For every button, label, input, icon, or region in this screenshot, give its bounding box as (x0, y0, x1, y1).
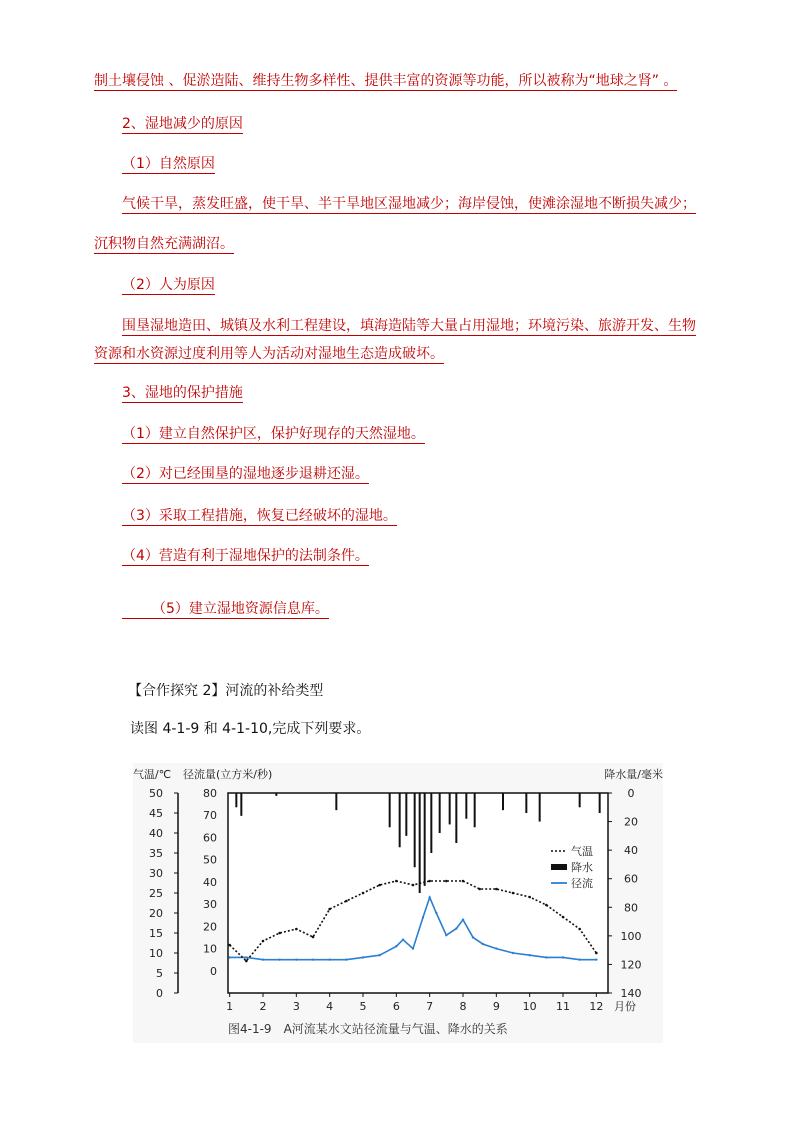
legend-runoff-label: 径流 (571, 877, 593, 890)
precipitation-tick-label: 20 (624, 815, 638, 829)
legend-precipitation-swatch (551, 864, 567, 870)
precipitation-tick-label: 140 (620, 987, 642, 1000)
runoff-tick-label: 30 (203, 898, 217, 912)
temperature-point (562, 916, 565, 919)
temperature-tick-label: 40 (149, 827, 163, 840)
runoff-point (228, 956, 230, 958)
month-tick-label: 2 (259, 1000, 267, 1013)
temperature-point (478, 888, 481, 891)
precipitation-tick-label: 120 (620, 958, 642, 972)
runoff-point (578, 958, 580, 960)
temperature-point (512, 892, 515, 895)
temperature-point (295, 928, 298, 931)
runoff-point (462, 918, 464, 920)
temperature-point (428, 880, 431, 883)
runoff-point (435, 912, 437, 914)
runoff-tick-label: 80 (203, 787, 217, 800)
month-tick-label: 5 (359, 1000, 367, 1013)
month-tick-label: 7 (426, 1000, 434, 1013)
temperature-tick-label: 10 (149, 947, 163, 960)
human-causes-line-1: 围垦湿地造田、城镇及水利工程建设，填海造陆等大量占用湿地；环境污染、旅游开发、生物 (122, 318, 696, 334)
runoff-point (528, 954, 530, 956)
temperature-point (395, 880, 398, 883)
plot-frame (228, 793, 608, 993)
temperature-tick-label: 35 (149, 847, 163, 860)
temperature-point (228, 944, 231, 947)
runoff-point (545, 956, 547, 958)
runoff-point (445, 934, 447, 936)
month-tick-label: 6 (392, 1000, 400, 1013)
temperature-point (462, 880, 465, 883)
temperature-tick-label: 25 (149, 887, 163, 900)
temperature-tick-label: 20 (149, 907, 163, 920)
runoff-point (312, 958, 314, 960)
section-3-heading: 3、湿地的保护措施 (122, 385, 243, 401)
runoff-tick-label: 70 (203, 809, 217, 823)
runoff-axis-label: 径流量(立方米/秒) (183, 768, 273, 781)
runoff-point (295, 958, 297, 960)
temperature-point (412, 884, 415, 887)
runoff-point (362, 956, 364, 958)
month-tick-label: 4 (326, 1000, 334, 1013)
measure-4: （4）营造有利于湿地保护的法制条件。 (122, 548, 369, 564)
temperature-point (245, 960, 248, 963)
month-tick-label: 11 (556, 1000, 570, 1013)
month-tick-label: 3 (292, 1000, 300, 1013)
chart-svg (133, 763, 663, 1043)
instruction-text: 读图 4-1-9 和 4-1-10,完成下列要求。 (130, 721, 371, 737)
temperature-point (362, 892, 365, 895)
runoff-point (278, 958, 280, 960)
temperature-point (595, 952, 598, 955)
human-causes-heading: （2）人为原因 (122, 277, 215, 293)
temperature-tick-label: 15 (149, 927, 163, 940)
measure-1: （1）建立自然保护区，保护好现存的天然湿地。 (122, 426, 425, 442)
section-2-heading: 2、湿地减少的原因 (122, 116, 243, 132)
temperature-axis-label: 气温/℃ (133, 768, 172, 781)
runoff-point (412, 947, 414, 949)
month-tick-label: 12 (589, 1000, 604, 1013)
precipitation-axis-label: 降水量/毫米 (604, 768, 663, 781)
runoff-point (345, 958, 347, 960)
runoff-point (395, 945, 397, 947)
legend-temperature-label: 气温 (571, 845, 593, 858)
temperature-point (345, 900, 348, 903)
temperature-point (378, 884, 381, 887)
temperature-point (278, 932, 281, 935)
runoff-point (422, 916, 424, 918)
runoff-point (328, 958, 330, 960)
temperature-tick-label: 50 (149, 787, 163, 800)
legend-precipitation-label: 降水 (571, 861, 593, 874)
runoff-tick-label: 50 (203, 853, 217, 867)
runoff-tick-label: 10 (203, 942, 217, 956)
temperature-tick-label: 30 (149, 867, 163, 880)
runoff-tick-label: 0 (210, 964, 217, 978)
runoff-point (472, 936, 474, 938)
human-causes-line-2: 资源和水资源过度利用等人为活动对湿地生态造成破坏。 (94, 346, 444, 362)
precipitation-tick-label: 100 (620, 929, 642, 943)
runoff-point (495, 947, 497, 949)
natural-causes-heading: （1）自然原因 (122, 156, 215, 172)
measure-3: （3）采取工程措施，恢复已经破坏的湿地。 (122, 508, 397, 524)
runoff-tick-label: 40 (203, 875, 217, 889)
runoff-point (482, 943, 484, 945)
month-tick-label: 8 (459, 1000, 467, 1013)
runoff-point (455, 927, 457, 929)
runoff-tick-label: 20 (203, 920, 217, 934)
month-tick-label: 9 (492, 1000, 500, 1013)
temperature-point (262, 940, 265, 943)
hydrology-chart (133, 763, 663, 1043)
runoff-tick-label: 60 (203, 831, 217, 845)
month-axis-label: 月份 (614, 1000, 636, 1013)
temperature-point (545, 904, 548, 907)
runoff-point (262, 958, 264, 960)
month-tick-label: 10 (522, 1000, 537, 1013)
precipitation-tick-label: 80 (624, 901, 638, 915)
precipitation-tick-label: 40 (624, 844, 638, 858)
precipitation-tick-label: 60 (624, 872, 638, 886)
natural-causes-line-2: 沉积物自然充满湖沼。 (94, 236, 234, 252)
text-line-1: 制土壤侵蚀 、促淤造陆、维持生物多样性、提供丰富的资源等功能，所以被称为“地球之肾” 。 (94, 73, 678, 89)
runoff-point (595, 958, 597, 960)
precipitation-tick-label: 0 (627, 787, 635, 800)
natural-causes-line-1: 气候干旱，蒸发旺盛，使干旱、半干旱地区湿地减少；海岸侵蚀，使滩涂湿地不断损失减少； (122, 196, 696, 212)
runoff-point (378, 954, 380, 956)
runoff-point (512, 952, 514, 954)
month-tick-label: 1 (226, 1000, 234, 1013)
temperature-point (495, 888, 498, 891)
temperature-point (578, 928, 581, 931)
temperature-point (328, 908, 331, 911)
explore-heading: 【合作探究 2】河流的补给类型 (128, 683, 324, 699)
chart-caption: 图4-1-9 A河流某水文站径流量与气温、降水的关系 (228, 1022, 508, 1036)
temperature-tick-label: 0 (156, 987, 163, 1000)
runoff-point (402, 938, 404, 940)
temperature-point (445, 880, 448, 883)
temperature-tick-label: 45 (149, 807, 163, 820)
measure-5: （5）建立湿地资源信息库。 (122, 600, 329, 619)
measure-2: （2）对已经围垦的湿地逐步退耕还湿。 (122, 466, 369, 482)
temperature-tick-label: 5 (156, 967, 163, 980)
runoff-point (562, 956, 564, 958)
temperature-point (312, 936, 315, 939)
runoff-point (428, 896, 430, 898)
temperature-point (528, 896, 531, 899)
runoff-point (245, 956, 247, 958)
